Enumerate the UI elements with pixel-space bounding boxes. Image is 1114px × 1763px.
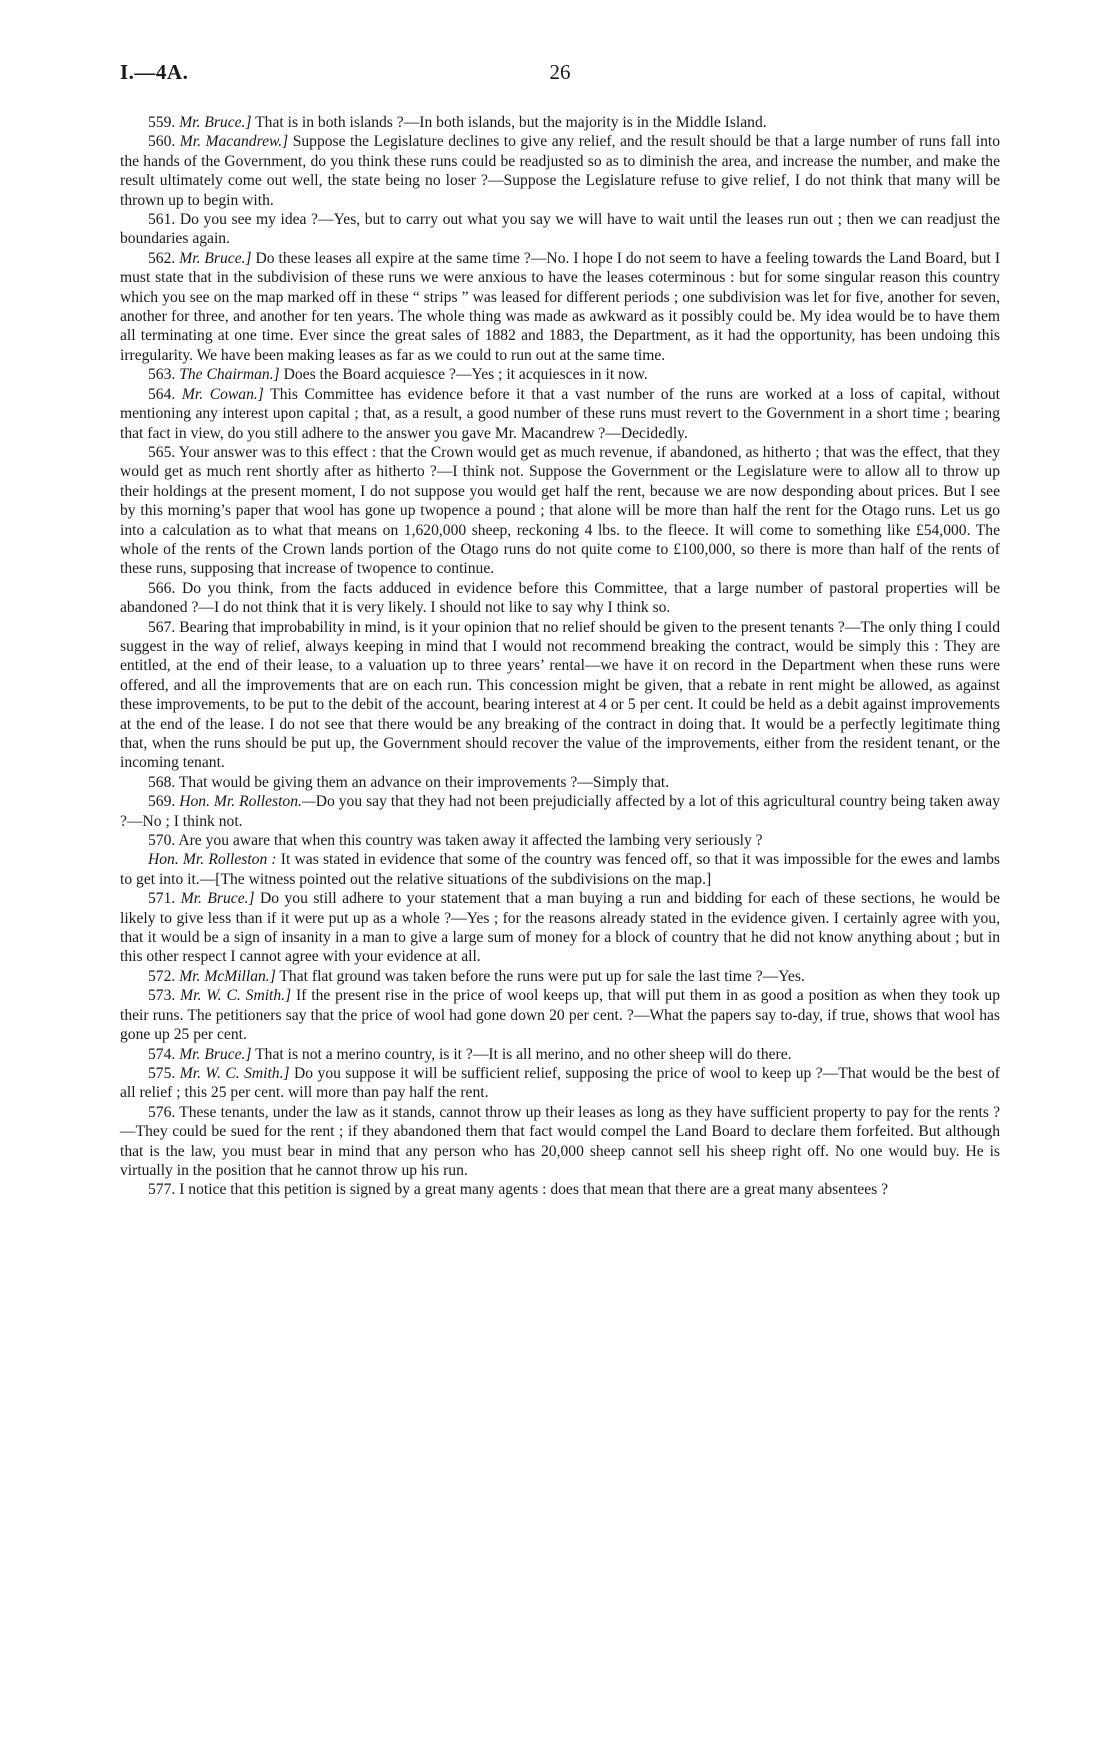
- evidence-paragraph: [120, 132, 1000, 210]
- paragraph-text: Do these leases all expire at the same time ?—No. I hope I do not seem to have a feeling towards the Land Board, but I must state that in the subdivision of these runs we were anxious to have the leases coterminous : but for some singular reason this country which you see on the map marked off in these “ strips ” was leased for different periods ; one subdivision was let for five, another for seven, another for three, and another for ten years. The whole thing was made as awkward as it possibly could be. My idea would be to have them all terminating at one time. Ever since the great sales of 1882 and 1883, the Department, as it had the opportunity, has been undoing this irregularity. We have been making leases as far as we could to run out at the same time.: [120, 249, 1001, 364]
- paragraph-text: If the present rise in the price of wool keeps up, that will put them in as good a position as when they took up their runs. The petitioners say that the price of wool had gone down 20 per cent. ?—What the papers say to-day, if true, shows that wool has gone up 25 per cent.: [120, 987, 1000, 1044]
- paragraph-text: It was stated in evidence that some of the country was fenced off, so that it was impossible for the ewes and lambs to get into it.—[The witness pointed out the relative situations of the subdivisions on the map.]: [120, 851, 1000, 888]
- evidence-paragraph: [120, 773, 1000, 792]
- page-number: 26: [549, 60, 571, 84]
- evidence-paragraph: [120, 579, 1000, 618]
- evidence-paragraph: [120, 850, 1000, 889]
- evidence-paragraph: [120, 1103, 1000, 1181]
- speaker-label: 562. Mr. Bruce.]: [148, 249, 252, 267]
- document-body: [120, 113, 1000, 1200]
- document-reference: I.—4A.: [120, 60, 189, 84]
- speaker-label: 571. Mr. Bruce.]: [148, 890, 255, 908]
- speaker-label: 560. Mr. Macandrew.]: [148, 133, 289, 151]
- paragraph-text: That is in both islands ?—In both islands, but the majority is in the Middle Island.: [251, 114, 767, 131]
- speaker-label: 573. Mr. W. C. Smith.]: [148, 987, 292, 1005]
- paragraph-text: 576. These tenants, under the law as it stands, cannot throw up their leases as long as they have sufficient property to pay for the rents ?—They could be sued for the rent ; if they abandoned them that fact would compel the Land Board to declare them forfeited. But although that is the law, you must bear in mind that any person who has 20,000 sheep cannot sell his sheep right off. No one would buy. He is virtually in the position that he cannot throw up his run.: [120, 1103, 1000, 1179]
- evidence-paragraph: [120, 792, 1000, 831]
- speaker-label: 572. Mr. McMillan.]: [148, 967, 276, 985]
- evidence-paragraph: [120, 1180, 1000, 1199]
- paragraph-text: 568. That would be giving them an advance on their improvements ?—Simply that.: [148, 773, 670, 791]
- evidence-paragraph: [120, 889, 1000, 967]
- paragraph-text: 566. Do you think, from the facts adduced in evidence before this Committee, that a large number of pastoral properties will be abandoned ?—I do not think that it is very likely. I should not like to say why I think so.: [120, 579, 1000, 617]
- page-header: [120, 60, 1000, 90]
- speaker-label: 569. Hon. Mr. Rolleston.—: [148, 793, 316, 811]
- paragraph-text: This Committee has evidence before it that a vast number of the runs are worked at a loss of capital, without mentioning any interest upon capital ; that, as a result, a good number of these runs must revert to the Government in a short time ; bearing that fact in view, do you still adhere to the answer you gave Mr. Macandrew ?—Decidedly.: [120, 385, 1001, 442]
- paragraph-text: Suppose the Legislature declines to give any relief, and the result should be that a large number of runs fall into the hands of the Government, do you think these runs could be readjusted so as to diminish the area, and increase the number, and make the result ultimately come out well, the state being no loser ?—Suppose the Legislature refuse to give relief, I do not think that many will be thrown up to begin with.: [120, 133, 1000, 209]
- speaker-label: 563. The Chairman.]: [148, 366, 280, 384]
- evidence-paragraph: [120, 113, 1000, 132]
- evidence-paragraph: [120, 986, 1000, 1044]
- paragraph-text: 561. Do you see my idea ?—Yes, but to carry out what you say we will have to wait until the leases run out ; then we can readjust the boundaries again.: [120, 211, 1000, 248]
- evidence-paragraph: [120, 1064, 1000, 1103]
- paragraph-text: Do you still adhere to your statement that a man buying a run and bidding for each of these sections, he would be likely to give less than if it were put up as a whole ?—Yes ; for the reasons already stated in the evidence given. I certainly agree with you, that it would be a sign of insanity in a man to give a large sum of money for a block of country that he did not know anything about ; but in this other respect I cannot agree with your evidence at all.: [120, 890, 1000, 966]
- speaker-label: 559. Mr. Bruce.]: [148, 114, 252, 131]
- evidence-paragraph: [120, 618, 1000, 773]
- paragraph-text: 565. Your answer was to this effect : that the Crown would get as much revenue, if abandoned, as hitherto ; that was the effect, that they would get as much rent shortly after as hitherto ?—I think not. Suppose the Government or the Legislature were to allow all to throw up their holdings at the present moment, I do not suppose you would get half the rent, because we are now desponding about prices. But I see by this morning’s paper that wool has gone up twopence a pound ; that alone will be more than half the rent for the Otago runs. Let us go into a calculation as to what that means on 1,620,000 sheep, reckoning 4 lbs. to the fleece. It will come to something like £54,000. The whole of the rents of the Crown lands portion of the Otago runs do not quite come to £100,000, so there is more than half of the rents of these runs, supposing that increase of twopence to continue.: [120, 443, 1000, 578]
- paragraph-text: 567. Bearing that improbability in mind, is it your opinion that no relief should be given to the present tenants ?—The only thing I could suggest in the way of relief, always keeping in mind that I would not recommend breaking the contract, would be simply this : They are entitled, at the end of their lease, to a valuation up to three years’ rental—we have it on record in the Department when these runs were offered, and all the improvements that are on each run. This concession might be given, that a rebate in rent might be allowed, as against these improvements, to be put to the debit of the account, bearing interest at 4 or 5 per cent. It could be held as a debit against improvements at the end of the lease. I do not see that there would be any breaking of the contract in doing that. It would be a perfectly legitimate thing that, when the runs should be put up, the Government should recover the value of the improvements, either from the resident tenant, or the incoming tenant.: [120, 618, 1000, 772]
- speaker-label: 564. Mr. Cowan.]: [148, 385, 264, 403]
- speaker-label: 574. Mr. Bruce.]: [148, 1045, 252, 1063]
- evidence-paragraph: [120, 1045, 1000, 1064]
- paragraph-text: Does the Board acquiesce ?—Yes ; it acquiesces in it now.: [279, 366, 648, 384]
- paragraph-text: Do you say that they had not been prejudicially affected by a lot of this agricultural country being taken away ?—No ; I think not.: [120, 793, 1001, 830]
- evidence-paragraph: [120, 210, 1000, 249]
- paragraph-text: 577. I notice that this petition is signed by a great many agents : does that mean that there are a great many absentees ?: [148, 1181, 889, 1199]
- evidence-paragraph: [120, 249, 1000, 365]
- speaker-label: Hon. Mr. Rolleston :: [148, 851, 277, 869]
- paragraph-text: That flat ground was taken before the runs were put up for sale the last time ?—Yes.: [275, 967, 805, 985]
- paragraph-text: Do you suppose it will be sufficient relief, supposing the price of wool to keep up ?—That would be the best of all relief ; this 25 per cent. will more than pay half the rent.: [120, 1064, 1000, 1102]
- evidence-paragraph: [120, 443, 1000, 579]
- evidence-paragraph: [120, 967, 1000, 986]
- paragraph-text: 570. Are you aware that when this country was taken away it affected the lambing very seriously ?: [148, 832, 763, 850]
- speaker-label: 575. Mr. W. C. Smith.]: [148, 1064, 290, 1082]
- evidence-paragraph: [120, 831, 1000, 850]
- evidence-paragraph: [120, 365, 1000, 384]
- paragraph-text: That is not a merino country, is it ?—It is all merino, and no other sheep will do there.: [251, 1045, 792, 1063]
- evidence-paragraph: [120, 385, 1000, 443]
